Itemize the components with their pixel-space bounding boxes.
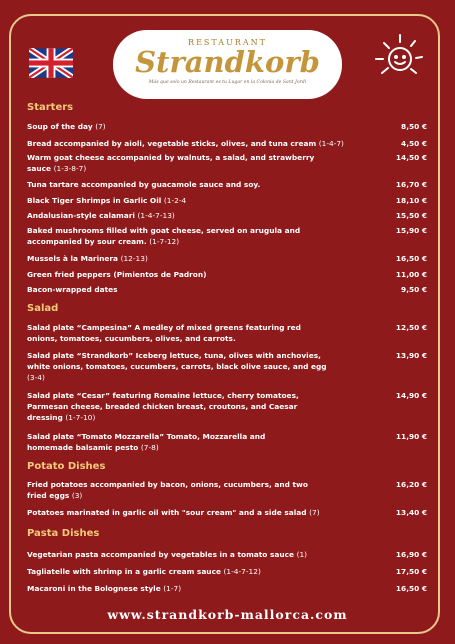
item-price: 8,50 € xyxy=(401,122,427,131)
item-price: 16,70 € xyxy=(395,180,427,189)
smiling-sun-icon xyxy=(370,31,432,83)
logo-tagline: Más que solo un Restaurant es tu Lugar en la Colonia de Sant Jordi xyxy=(148,80,307,85)
item-price: 16,20 € xyxy=(395,480,427,489)
item-price: 16,90 € xyxy=(395,550,427,559)
logo-restaurant-label: RESTAURANT xyxy=(188,38,267,47)
menu-item: Potatoes marinated in garlic oil with "sour cream" and a side salad (7) 13,40 € xyxy=(27,508,427,517)
item-price: 16,50 € xyxy=(395,584,427,593)
menu-item: Tagliatelle with shrimp in a garlic cream sauce (1-4-7-12) 17,50 € xyxy=(27,567,427,576)
menu-item: Andalusian-style calamari (1-4-7-13) 15,50 € xyxy=(27,211,427,220)
menu-item: Bread accompanied by aioli, vegetable sticks, olives, and tuna cream (1-4-7) 4,50 € xyxy=(27,139,427,148)
menu-item: Salad plate “Cesar” featuring Romaine lettuce, cherry tomatoes, Parmesan cheese, breaded chicken breast, croutons, and Caesar dressing (1-7-10) 14,90 € xyxy=(27,391,427,422)
section-title-starters: Starters xyxy=(27,102,74,113)
item-price: 13,90 € xyxy=(395,351,427,360)
item-price: 15,90 € xyxy=(395,226,427,235)
logo-title: Strandkorb xyxy=(135,45,320,79)
menu-item: Macaroni in the Bolognese style (1-7) 16,50 € xyxy=(27,584,427,593)
item-price: 11,00 € xyxy=(395,270,427,279)
item-price: 4,50 € xyxy=(401,139,427,148)
section-title-potato-dishes: Potato Dishes xyxy=(27,461,106,472)
menu-item: Warm goat cheese accompanied by walnuts, a salad, and strawberry sauce (1-3-8-7) 14,50 € xyxy=(27,153,427,173)
section-title-pasta-dishes: Pasta Dishes xyxy=(27,528,100,539)
menu-item: Bacon-wrapped dates 9,50 € xyxy=(27,285,427,294)
menu-item: Salad plate “Campesina” A medley of mixed greens featuring red onions, tomatoes, cucumbers, olives, and carrots. 12,50 € xyxy=(27,323,427,343)
uk-flag-icon xyxy=(29,48,73,78)
item-price: 13,40 € xyxy=(395,508,427,517)
item-price: 11,90 € xyxy=(395,432,427,441)
menu-item: Salad plate “Strandkorb” Iceberg lettuce, tuna, olives with anchovies, white onions, tomatoes, cucumbers, carrots, black olive sauce, and egg (3-4) 13,90 € xyxy=(27,351,427,382)
item-price: 14,90 € xyxy=(395,391,427,400)
item-price: 15,50 € xyxy=(395,211,427,220)
menu-item: Baked mushrooms filled with goat cheese, served on arugula and accompanied by sour cream. (1-7-12) 15,90 € xyxy=(27,226,427,246)
website-link[interactable]: www.strandkorb-mallorca.com xyxy=(107,607,348,622)
item-price: 12,50 € xyxy=(395,323,427,332)
item-price: 16,50 € xyxy=(395,254,427,263)
restaurant-logo xyxy=(113,30,342,99)
menu-item: Tuna tartare accompanied by guacamole sauce and soy. 16,70 € xyxy=(27,180,427,189)
menu-item: Black Tiger Shrimps in Garlic Oil (1-2-4 18,10 € xyxy=(27,196,427,205)
menu-item: Soup of the day (7) 8,50 € xyxy=(27,122,427,131)
menu-item: Fried potatoes accompanied by bacon, onions, cucumbers, and two fried eggs (3) 16,20 € xyxy=(27,480,427,500)
item-price: 9,50 € xyxy=(401,285,427,294)
item-price: 17,50 € xyxy=(395,567,427,576)
menu-item: Mussels à la Marinera (12-13) 16,50 € xyxy=(27,254,427,263)
section-title-salad: Salad xyxy=(27,303,59,314)
item-price: 14,50 € xyxy=(395,153,427,162)
menu-item: Vegetarian pasta accompanied by vegetables in a tomato sauce (1) 16,90 € xyxy=(27,550,427,559)
menu-item: Salad plate “Tomato Mozzarella” Tomato, Mozzarella and homemade balsamic pesto (7-8) 11,90 € xyxy=(27,432,427,452)
item-price: 18,10 € xyxy=(395,196,427,205)
menu-item: Green fried peppers (Pimientos de Padron) 11,00 € xyxy=(27,270,427,279)
